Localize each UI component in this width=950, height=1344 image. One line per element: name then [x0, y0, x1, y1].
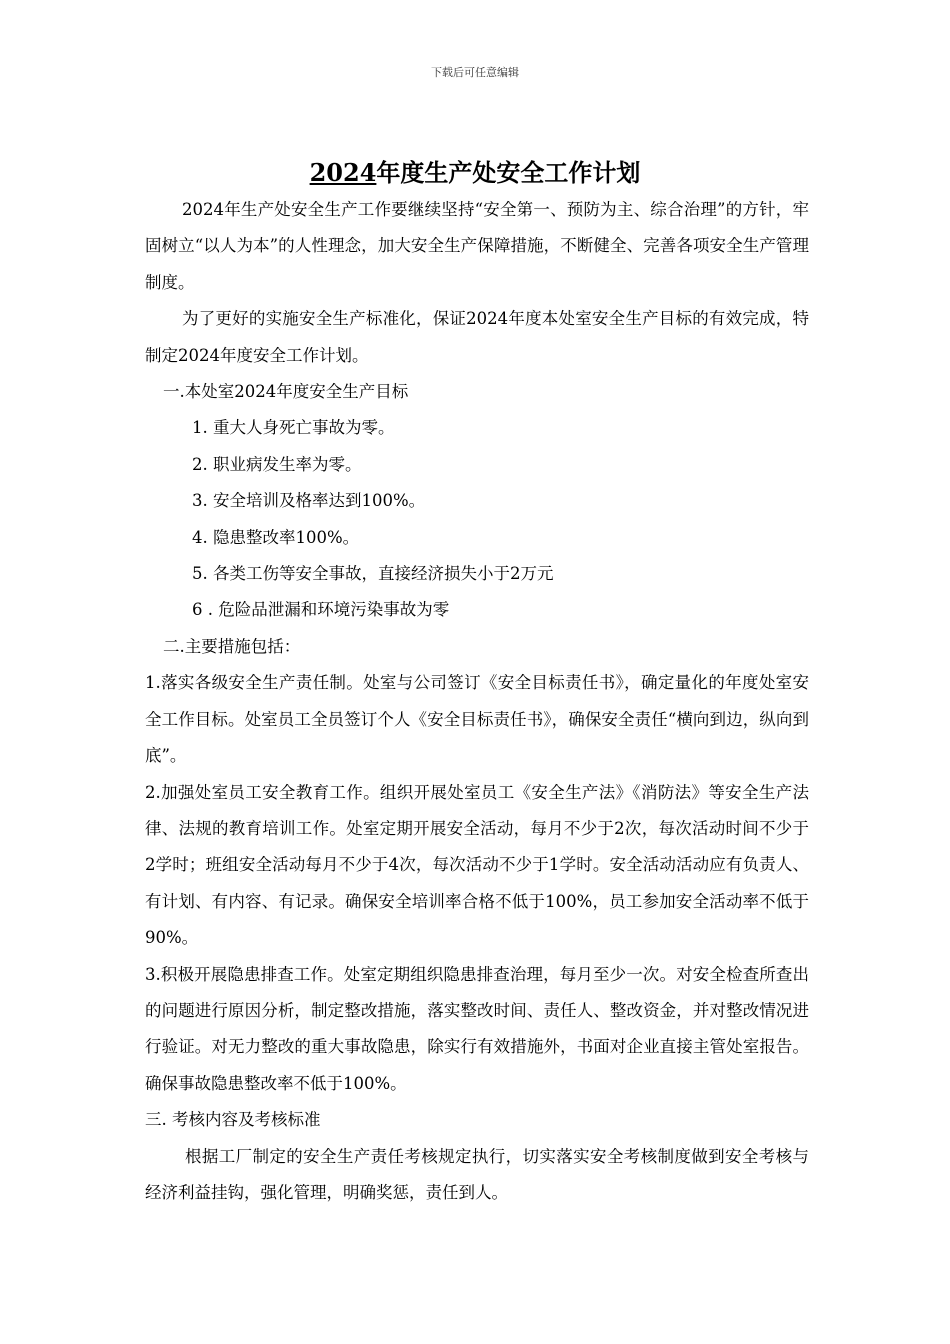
section-3-heading: 三. 考核内容及考核标准 — [145, 1110, 321, 1130]
goal-item: 5. 各类工伤等安全事故，直接经济损失小于2万元 — [192, 564, 554, 584]
section-1-heading: 一.本处室2024年度安全生产目标 — [163, 382, 409, 402]
page-header: 下载后可任意编辑 — [431, 66, 519, 79]
purpose-paragraph: 为了更好的实施安全生产标准化，保证2024年度本处室安全生产目标的有效完成，特制定2024年度安全工作计划。 — [145, 309, 809, 365]
goal-item: 3. 安全培训及格率达到100%。 — [192, 491, 426, 511]
goal-item: 4. 隐患整改率100%。 — [192, 527, 360, 547]
goal-item: 1. 重大人身死亡事故为零。 — [192, 418, 395, 438]
intro-paragraph: 2024年生产处安全生产工作要继续坚持“安全第一、预防为主、综合治理”的方针，牢固树立“以人为本”的人性理念，加大安全生产保障措施，不断健全、完善各项安全生产管理制度。 — [145, 200, 809, 292]
measure-item: 3.积极开展隐患排查工作。处室定期组织隐患排查治理，每月至少一次。对安全检查所查出的问题进行原因分析，制定整改措施，落实整改时间、责任人、整改资金，并对整改情况进行验证。对无力整改的重大事故隐患，除实行有效措施外，书面对企业直接主管处室报告。确保事故隐患整改率不低于100%。 — [145, 964, 809, 1093]
document-title — [0, 155, 950, 191]
title-year: 2024 — [309, 158, 377, 187]
section-2-heading: 二.主要措施包括： — [163, 636, 301, 656]
measure-item: 1.落实各级安全生产责任制。处室与公司签订《安全目标责任书》，确定量化的年度处室安全工作目标。处室员工全员签订个人《安全目标责任书》，确保安全责任“横向到边，纵向到底”。 — [145, 673, 809, 766]
document-body — [145, 192, 809, 1211]
measure-item: 2.加强处室员工安全教育工作。组织开展处室员工《安全生产法》《消防法》等安全生产法律、法规的教育培训工作。处室定期开展安全活动，每月不少于2次，每次活动时间不少于2学时；班组安全活动每月不少于4次，每次活动不少于1学时。安全活动活动应有负责人、有计划、有内容、有记录。确保安全培训率合格不低于100%，员工参加安全活动率不低于90%。 — [145, 782, 809, 948]
section-3-paragraph: 根据工厂制定的安全生产责任考核规定执行，切实落实安全考核制度做到安全考核与经济利益挂钩，强化管理，明确奖惩，责任到人。 — [145, 1146, 809, 1202]
title-text: 年度生产处安全工作计划 — [376, 158, 641, 187]
goal-item: 6 . 危险品泄漏和环境污染事故为零 — [192, 600, 450, 620]
goal-item: 2. 职业病发生率为零。 — [192, 454, 362, 474]
